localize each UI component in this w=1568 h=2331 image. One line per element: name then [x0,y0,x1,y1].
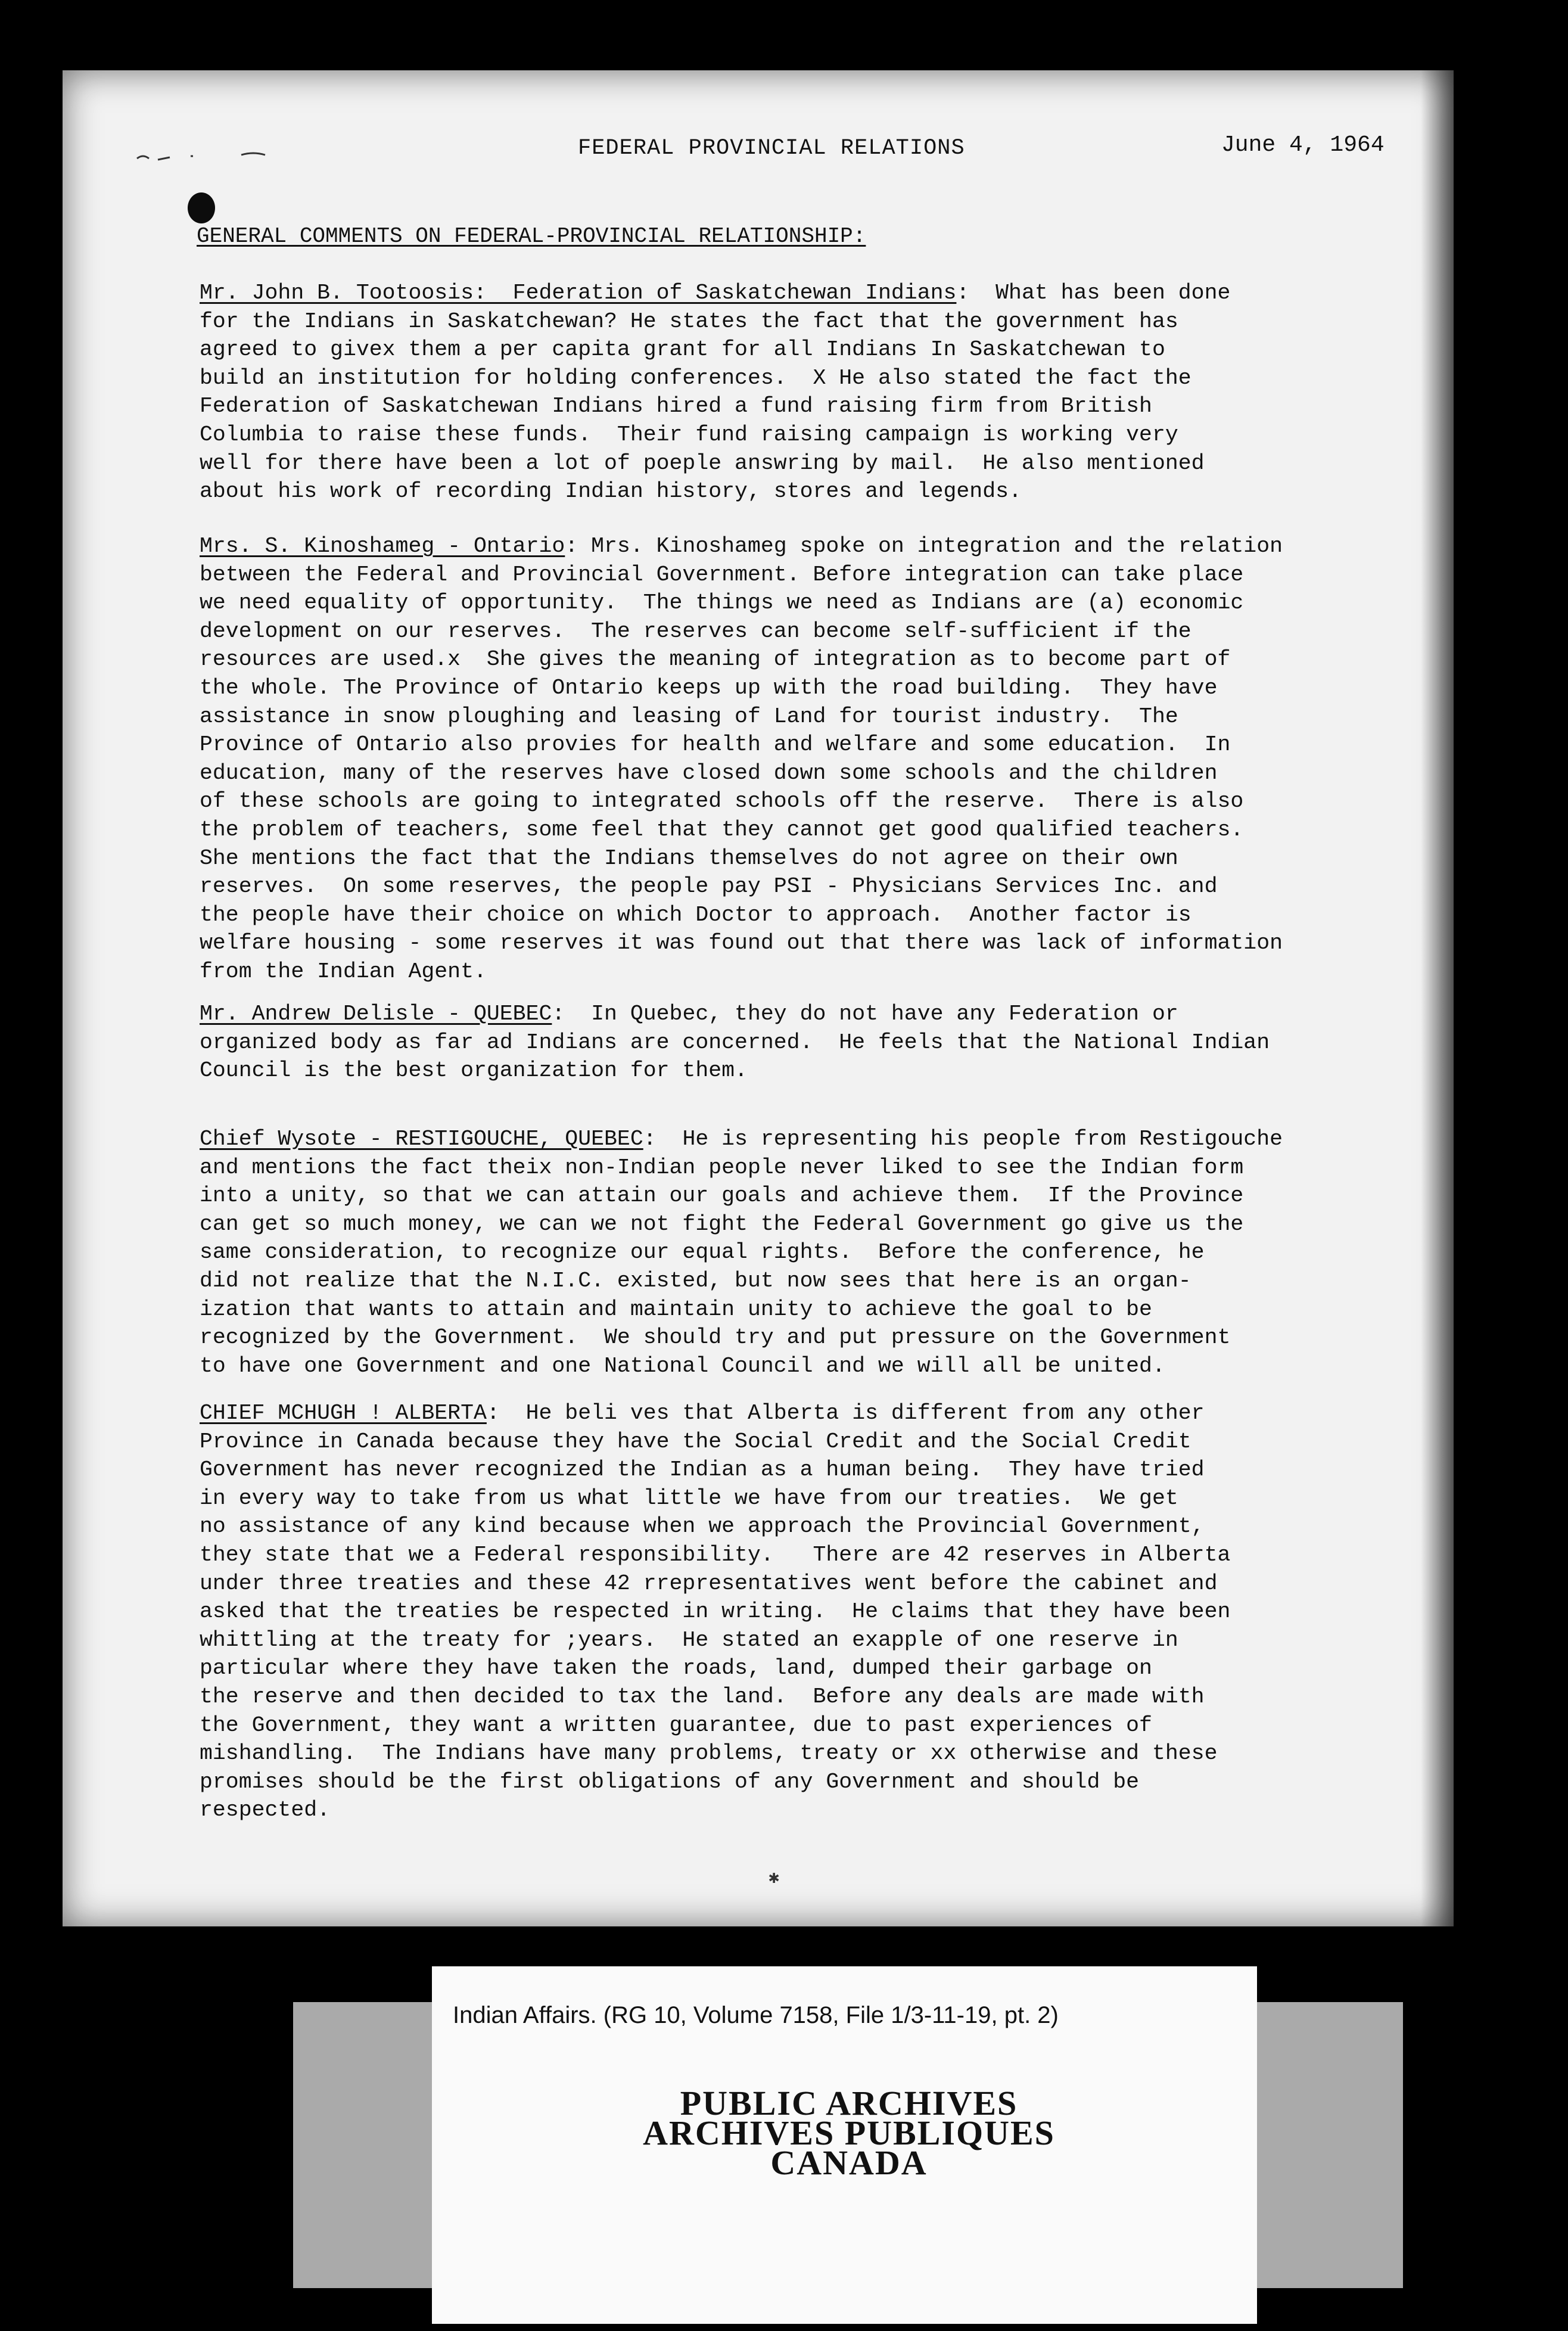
stamp-line: ARCHIVES PUBLIQUES [643,2114,1055,2152]
speaker-name: Mrs. S. Kinoshameg - Ontario [200,534,565,558]
paragraph-kinoshameg: Mrs. S. Kinoshameg - Ontario: Mrs. Kinoshameg spoke on integration and the relation between the Federal and Provincial Government. Before integration can take place we need equality of opportunity. The things we need as Indians are (a) economic development on our reserves. The reserves can become self-sufficient if the resources are used.x She gives the meaning of integration as to become part of the whole. The Province of Ontario keeps up with the road building. They have assistance in snow ploughing and leasing of Land for tourist industry. The Province of Ontario also provies for health and welfare and some education. In education, many of the reserves have closed down some schools and the children of these schools are going to integrated schools off the reserve. There is also the problem of teachers, some feel that they cannot get good qualified teachers. She mentions the fact that the Indians themselves do not agree on their own reserves. On some reserves, the people pay PSI - Physicians Services Inc. and the people have their choice on which Doctor to approach. Another factor is welfare housing - some reserves it was found out that there was lack of information from the Indian Agent. [200,534,1283,984]
speaker-name: Chief Wysote - RESTIGOUCHE, QUEBEC [200,1127,643,1151]
section-heading: GENERAL COMMENTS ON FEDERAL-PROVINCIAL RELATIONSHIP: [197,224,866,248]
stamp-line: PUBLIC ARCHIVES [680,2084,1018,2122]
speaker-name: Mr. Andrew Delisle - QUEBEC [200,1002,552,1026]
paragraph-delisle: Mr. Andrew Delisle - QUEBEC: In Quebec, they do not have any Federation or organized body as far ad Indians are concerned. He feels that the National Indian Council is the best organization for them. [200,1002,1270,1083]
archive-citation: Indian Affairs. (RG 10, Volume 7158, File 1/3-11-19, pt. 2) [453,2002,1059,2028]
label-frame-right [1254,2002,1403,2288]
paragraph-mchugh: CHIEF MCHUGH ! ALBERTA: He beli ves that Alberta is different from any other Province in Canada because they have the Social Credit and the Social Credit Government has never recognized the Indian as a human being. They have tried in every way to take from us what little we have from our treaties. We get no assistance of any kind because when we approach the Provincial Government, they state that we a Federal responsibility. There are 42 reserves in Alberta under three treaties and these 42 rrepresentatives went before the cabinet and asked that the treaties be respected in writing. He claims that they have been whittling at the treaty for ;years. He stated an exapple of one reserve in particular where they have taken the roads, land, dumped their garbage on the reserve and then decided to tax the land. Before any deals are made with the Government, they want a written guarantee, due to past experiences of mishandling. The Indians have many problems, treaty or xx otherwise and these promises should be the first obligations of any Government and should be respected. [200,1401,1231,1823]
page-mark: ✱ [769,1869,780,1889]
document-page [63,70,1454,1926]
header-date: June 4, 1964 [1221,132,1385,158]
speaker-name: CHIEF MCHUGH ! ALBERTA [200,1401,487,1425]
speaker-name: Mr. John B. Tootoosis: Federation of Saskatchewan Indians [200,281,957,305]
archives-stamp [629,2084,1069,2182]
punch-hole [188,192,215,223]
paragraph-tootoosis: Mr. John B. Tootoosis: Federation of Saskatchewan Indians: What has been done for the Indians in Saskatchewan? He states the fact that the government has agreed to givex them a per capita grant for all Indians In Saskatchewan to build an institution for holding conferences. X He also stated the fact the Federation of Saskatchewan Indians hired a fund raising firm from British Columbia to raise these funds. Their fund raising campaign is working very well for there have been a lot of poeple answring by mail. He also mentioned about his work of recording Indian history, stores and legends. [200,281,1231,504]
paragraph-wysote: Chief Wysote - RESTIGOUCHE, QUEBEC: He is representing his people from Restigouche and mentions the fact theix non-Indian people never liked to see the Indian form into a unity, so that we can attain our goals and achieve them. If the Province can get so much money, we can we not fight the Federal Government go give us the same consideration, to recognize our equal rights. Before the conference, he did not realize that the N.I.C. existed, but now sees that here is an organ- ization that wants to attain and maintain unity to achieve the goal to be recognized by the Government. We should try and put pressure on the Government to have one Government and one National Council and we will all be united. [200,1127,1283,1378]
handwritten-scribble [134,148,313,166]
stamp-line: CANADA [770,2143,928,2182]
label-frame-left [293,2002,436,2288]
header-title: FEDERAL PROVINCIAL RELATIONS [578,136,965,161]
